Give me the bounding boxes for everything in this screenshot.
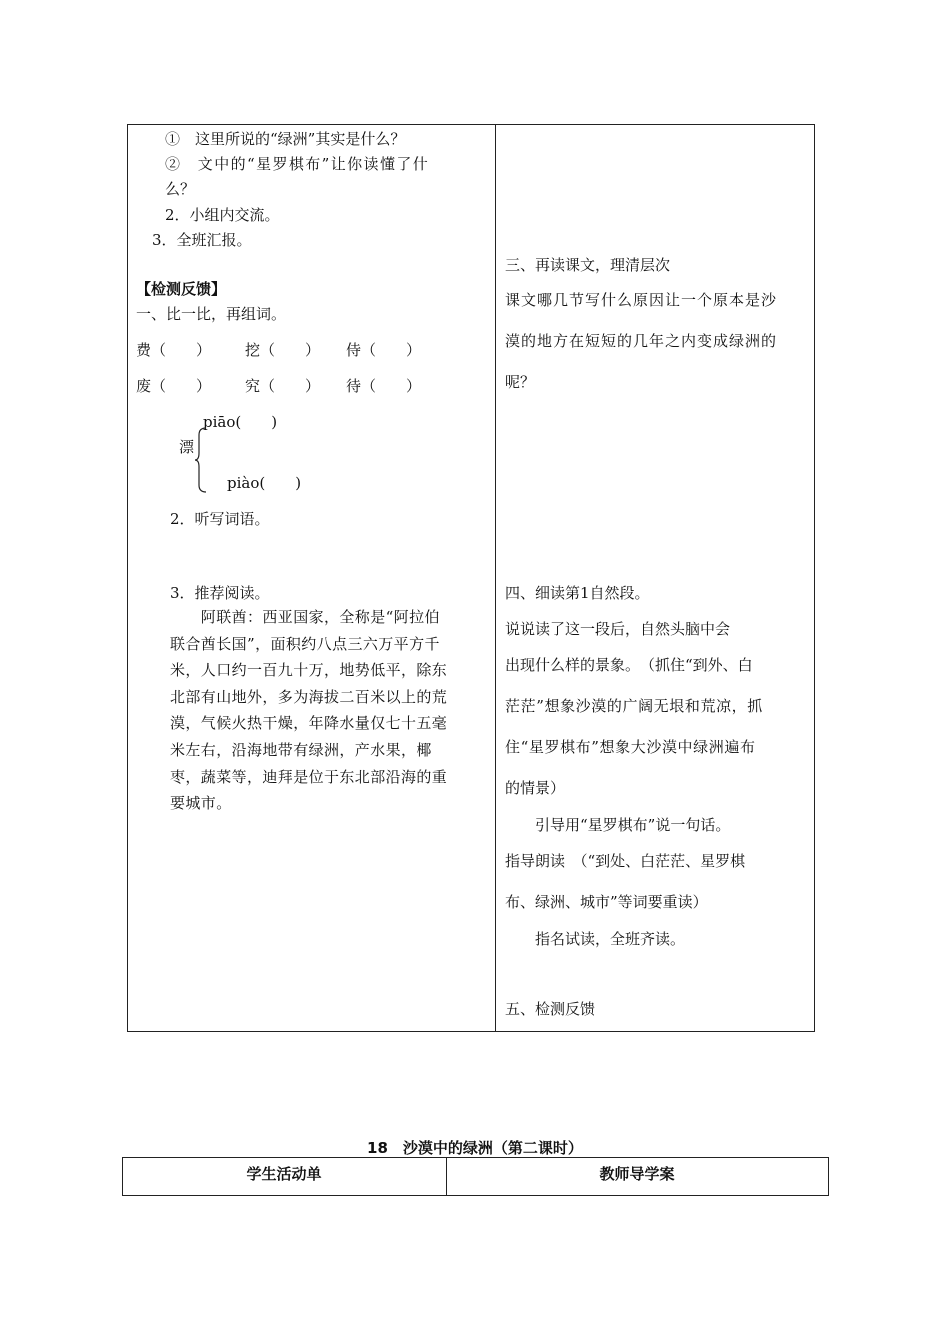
section-4-line: 指导朗读 （“到处、白茫茫、星罗棋 — [505, 852, 746, 870]
column-header-teacher: 教师导学案 — [599, 1165, 675, 1183]
section-4-line: 引导用“星罗棋布”说一句话。 — [505, 816, 731, 834]
section-4-line: 的情景） — [505, 779, 566, 797]
step-group-discuss: 2．小组内交流。 — [165, 206, 280, 224]
section-3-title: 三、再读课文，理清层次 — [505, 256, 671, 274]
word-item: 费（ ） — [136, 341, 212, 359]
reading-line: 枣，蔬菜等，迪拜是位于东北部沿海的重 — [170, 767, 448, 786]
piao-pinyin-1: piāo( ) — [203, 413, 278, 431]
column-header-student: 学生活动单 — [246, 1165, 322, 1183]
exercise-2-dictation: 2．听写词语。 — [170, 510, 270, 528]
table-border-top — [127, 124, 815, 125]
check-feedback-heading: 【检测反馈】 — [136, 280, 227, 298]
word-item: 究（ ） — [245, 377, 321, 395]
section-5-title: 五、检测反馈 — [505, 1000, 596, 1018]
piao-pinyin-2: piào( ) — [227, 474, 302, 492]
lesson-title: 18 沙漠中的绿洲（第二课时） — [367, 1139, 583, 1157]
question-2-cont: 么？ — [165, 180, 196, 198]
section-3-line: 呢？ — [505, 373, 536, 391]
reading-line: 漠，气候火热干燥，年降水量仅七十五毫 — [170, 714, 448, 733]
word-item: 待（ ） — [346, 377, 422, 395]
section-3-line: 课文哪几节写什么原因让一个原本是沙 — [505, 291, 778, 309]
table-border-left — [127, 124, 128, 1032]
reading-line: 米左右，沿海地带有绿洲，产水果，椰 — [170, 740, 432, 759]
piao-character: 漂 — [179, 438, 195, 456]
exercise-3-reading: 3．推荐阅读。 — [170, 584, 270, 602]
question-1: ① 这里所说的“绿洲”其实是什么？ — [165, 130, 406, 148]
section-4-line: 茫茫”想象沙漠的广阔无垠和荒凉，抓 — [505, 697, 763, 715]
section-3-line: 漠的地方在短短的几年之内变成绿洲的 — [505, 332, 778, 350]
table-border-bottom — [127, 1031, 815, 1032]
section-4-line: 布、绿洲、城市”等词要重读） — [505, 893, 708, 911]
reading-line: 北部有山地外，多为海拔二百米以上的荒 — [170, 687, 448, 706]
step-class-report: 3．全班汇报。 — [152, 231, 252, 249]
reading-line: 米，人口约一百九十万，地势低平，除东 — [170, 661, 448, 680]
word-item: 废（ ） — [136, 377, 212, 395]
section-4-line: 出现什么样的景象。 （抓住“到外、白 — [505, 656, 753, 674]
word-item: 侍（ ） — [346, 341, 422, 359]
header-table-right — [828, 1157, 829, 1196]
section-4-title: 四、细读第1自然段。 — [505, 584, 650, 602]
section-4-line: 说说读了这一段后，自然头脑中会 — [505, 620, 731, 638]
table-border-right — [814, 124, 815, 1032]
reading-line: 要城市。 — [170, 794, 232, 813]
question-2: ② 文中的“星罗棋布”让你读懂了什 — [165, 155, 430, 173]
reading-line: 阿联酋：西亚国家，全称是“阿拉伯 — [170, 608, 440, 626]
section-4-line: 住“星罗棋布”想象大沙漠中绿洲遍布 — [505, 738, 756, 756]
brace-icon — [194, 427, 210, 493]
table-border-middle — [495, 124, 496, 1032]
reading-line: 联合酋长国”，面积约八点三六万平方千 — [170, 634, 440, 653]
word-item: 挖（ ） — [245, 341, 321, 359]
header-table-top — [122, 1157, 829, 1158]
header-table-bottom — [122, 1195, 829, 1196]
section-4-line: 指名试读，全班齐读。 — [505, 930, 686, 948]
exercise-1-title: 一、比一比，再组词。 — [136, 305, 287, 323]
reading-passage — [170, 604, 447, 817]
